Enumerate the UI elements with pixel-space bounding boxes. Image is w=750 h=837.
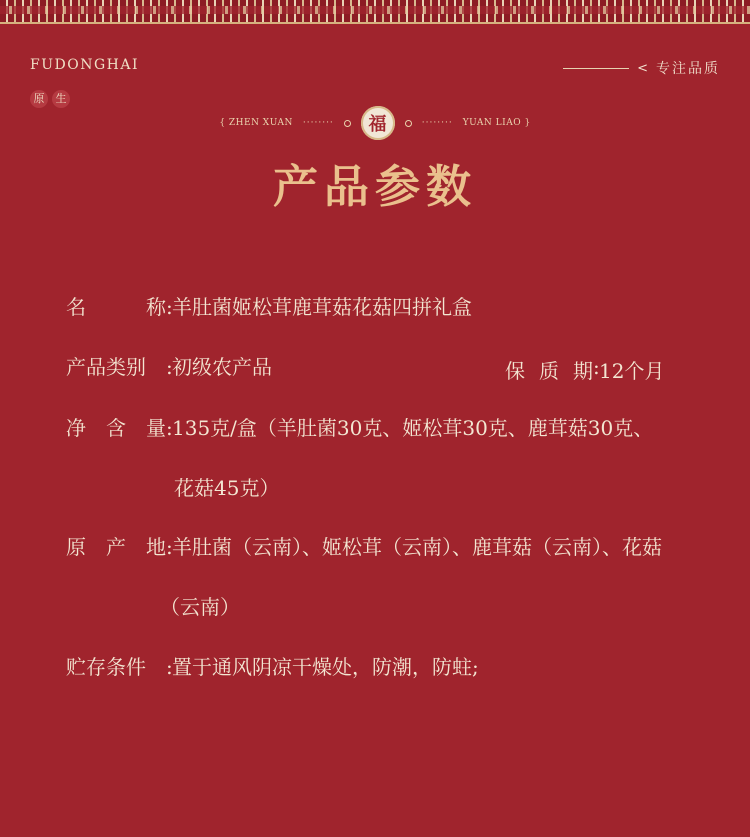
param-value: 羊肚菌（云南）、姬松茸（云南）、鹿茸菇（云南）、花菇	[172, 535, 662, 559]
fu-seal-icon: 福	[361, 106, 395, 140]
param-value: 135克/盒（羊肚菌30克、姬松茸30克、鹿茸菇30克、	[172, 416, 654, 440]
label-char: 地	[146, 535, 166, 559]
param-value: 羊肚菌姬松茸鹿茸菇花菇四拼礼盒	[172, 295, 472, 319]
param-label	[505, 355, 593, 384]
label-text: 产品类别	[66, 355, 146, 379]
param-label	[66, 655, 166, 679]
page-title: 产品参数	[272, 160, 477, 213]
label-char: 量	[146, 416, 166, 440]
param-label	[66, 416, 166, 440]
ring-icon	[405, 120, 412, 127]
brand-name: FUDONGHAI	[30, 57, 139, 73]
param-label	[66, 355, 166, 379]
param-value: 置于通风阴凉干燥处，防潮，防蛀;	[172, 655, 479, 679]
label-char: 保	[505, 359, 525, 383]
ornament-dots-right: ········	[421, 118, 453, 128]
chevron-left-icon: <	[637, 60, 648, 76]
ornament-left-text: { ZHEN XUAN	[219, 118, 293, 128]
colon: :	[166, 535, 173, 559]
label-char: 含	[106, 416, 126, 440]
origin-badge-char-2: 生	[52, 90, 70, 108]
colon: :	[166, 655, 173, 679]
label-char: 原	[66, 535, 86, 559]
param-row-net-content	[66, 416, 653, 440]
colon: :	[166, 295, 173, 319]
colon: :	[593, 355, 600, 379]
param-row-origin-cont	[160, 595, 240, 619]
colon: :	[166, 355, 173, 379]
title-ornament	[0, 103, 750, 143]
ring-icon	[344, 120, 351, 127]
param-value: 初级农产品	[172, 355, 272, 379]
param-row-category	[66, 355, 272, 379]
label-char: 期	[573, 359, 593, 383]
param-value: 12个月	[599, 359, 665, 383]
param-label	[66, 295, 166, 319]
label-char: 称	[146, 295, 166, 319]
ornament-right-text: YUAN LIAO }	[462, 118, 531, 128]
decorative-top-border	[0, 0, 750, 24]
param-row-net-content-cont	[174, 476, 279, 500]
ornament-dots-left: ········	[302, 118, 334, 128]
param-value-continued: （云南）	[160, 595, 240, 619]
colon: :	[166, 416, 173, 440]
label-char: 名	[66, 295, 86, 319]
label-char: 产	[106, 535, 126, 559]
param-row-name	[66, 295, 472, 319]
param-label	[66, 535, 166, 559]
quality-tag	[563, 58, 720, 78]
quality-label: 专注品质	[656, 61, 720, 77]
label-char: 净	[66, 416, 86, 440]
param-row-origin	[66, 535, 662, 559]
origin-badge-char-1: 原	[30, 90, 48, 108]
param-value-continued: 花菇45克）	[174, 476, 280, 500]
label-char: 质	[539, 359, 559, 383]
param-row-shelf-life	[505, 355, 664, 384]
param-row-storage	[66, 655, 479, 679]
divider-line	[563, 68, 629, 69]
label-text: 贮存条件	[66, 655, 146, 679]
